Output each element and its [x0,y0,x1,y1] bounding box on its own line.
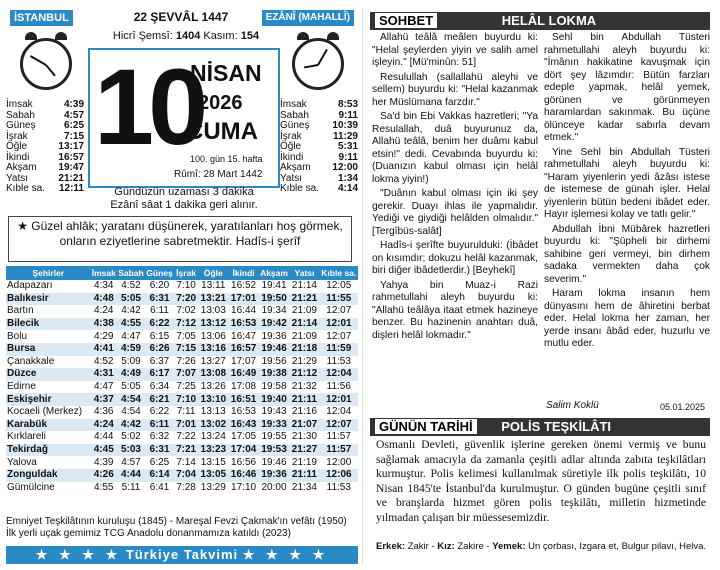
table-cell: 11:57 [320,444,358,457]
table-header-cell: Akşam [260,268,288,278]
table-cell: 17:04 [228,444,258,457]
table-header-row [6,266,358,280]
table-cell: 4:55 [94,481,114,493]
table-cell: 19:42 [259,318,290,331]
table-cell: 4:36 [94,406,114,418]
table-cell: 21:09 [291,305,317,317]
table-cell: 13:08 [198,368,228,381]
table-cell: 7:21 [174,444,198,457]
table-cell: 6:25 [149,456,170,468]
paragraph: "Duânın kabul olması için iki şey gerekir. Duayı ihlas ile yapmalıdır. Yediği ve giydiği helâlden olmalıdır." [Tergîbüs-salât] [372,188,538,237]
table-cell: 21:12 [289,368,319,381]
table-cell: 19:55 [261,431,287,443]
paragraph: Allahü teâlâ meâlen buyurdu ki: "Helal şeylerden yiyin ve salih amel işleyin." [Mü'minûn: 51] [372,32,538,68]
table-cell: 13:06 [200,330,226,342]
prayer-time-label: Sabah [6,109,35,121]
prayer-time-value: 4:39 [63,99,84,110]
table-cell: 7:11 [176,406,196,418]
prayer-time-value: 21:21 [58,172,84,184]
header-bar [6,8,358,28]
prayer-time-value: 8:53 [337,99,358,110]
table-row [6,368,358,381]
table-cell: 7:14 [176,456,196,468]
table-row [6,406,358,419]
table-cell: 16:57 [228,343,258,356]
table-cell: 7:05 [176,330,196,342]
table-cell: 17:08 [231,381,257,393]
paragraph: Yahya bin Muaz-i Razi rahmetullahi aleyh buyurdu ki: "Allahü teâlâya itaat etmek hazineye benzer. Bu hazinenin anahtarı duâ, dişleri helâl lokmadır." [372,279,538,341]
table-cell: 13:29 [200,481,226,493]
table-row [6,469,358,482]
table-cell: 12:04 [320,368,358,381]
rumi-date: Rûmî: 28 Mart 1442 [174,169,263,180]
prayer-time-row [6,184,84,195]
table-cell: 21:07 [289,419,319,432]
table-cell: 17:10 [231,481,257,493]
prayer-times-left [6,100,84,195]
table-cell: 4:47 [121,330,141,342]
table-cell: 13:26 [200,381,226,393]
table-cell: 4:48 [91,293,117,306]
table-cell: 7:26 [176,355,196,367]
paragraph: Yine Sehl bin Abdullah Tüsteri rahmetullahi aleyh buyurdu ki: "Haram yiyenlerin yedi âzâsı istese de istemese de günah işler. Helal yiyenlerin bütün bedeni ibâdet eder. Hayır işlemesi kolay ve tatlı gelir." [544,146,710,220]
table-cell: 4:38 [91,318,117,331]
table-row [6,356,358,369]
table-cell: 4:24 [91,419,117,432]
prayer-time-row [6,121,84,132]
table-cell: 4:57 [121,456,141,468]
table-cell: 4:34 [94,280,114,292]
table-header-cell: Öğle [198,266,228,280]
table-cell: 4:29 [94,330,114,342]
table-cell: 21:11 [289,393,319,406]
table-city-cell: Adapazarı [7,280,53,292]
prayer-time-value: 1:34 [337,172,358,184]
table-cell: 7:10 [174,393,198,406]
table-row [6,393,358,406]
sohbet-column-2 [544,32,710,353]
table-cell: 5:05 [121,381,141,393]
table-row [6,381,358,394]
table-row [6,456,358,469]
table-cell: 21:29 [291,355,317,367]
table-cell: 5:02 [121,431,141,443]
table-cell: 16:44 [231,305,257,317]
date-box [88,48,280,188]
prayer-time-label: Öğle [280,141,302,152]
table-cell: 5:05 [117,293,145,306]
prayer-time-label: İkindi [280,151,304,163]
table-cell: 19:33 [259,419,290,432]
table-cell: 21:14 [291,280,317,292]
star-icons: ★ ★ ★ ★ [35,547,122,562]
table-cell: 5:03 [117,444,145,457]
table-cell: 20:00 [261,481,287,493]
table-cell: 7:12 [174,318,198,331]
table-cell: 4:45 [91,444,117,457]
table-cell: 4:37 [91,393,117,406]
table-cell: 12:01 [320,318,358,331]
table-cell: 13:05 [198,469,228,482]
table-city-cell: Bursa [6,343,91,356]
prayer-time-value: 11:29 [332,130,358,142]
history-text: Osmanlı Devleti, güvenlik işlerine gereken önemi vermiş ve bunu sağlamak amacıyla da zamanla çeşitli adlar altında zabıta teşkilâtları kurmuştur. Polis kelimesi kullanılmak süretiyle ilk polis teşkilâtı, 10 Nisan 1845'te İstanbul'da kurulmuştur. O günden bugüne çeşitli sınıf ve branşlarda hizmet gören polis teşkilâtı, milletin hizmetinde yılmadan çalışan bir müessesemizdir. [376,438,706,524]
table-header-cell: İmsak [91,268,116,278]
table-cell: 6:21 [145,393,174,406]
table-city-cell: Gümülcine [7,481,55,493]
table-cell: 6:37 [149,355,170,367]
table-cell: 6:11 [150,305,169,317]
table-cell: 6:26 [145,343,174,356]
paragraph: Haram lokma insanın hem dünyasını hem de âhiretini berbat eder. Helal lokma her zaman, her yerde insanı âbâd eder, huzurlu ve mutlu eder. [544,288,710,349]
table-cell: 12:06 [320,469,358,482]
table-cell: 7:10 [176,280,196,292]
table-cell: 21:30 [291,431,317,443]
alarm-clock-icon [292,38,344,90]
article-date: 05.01.2025 [660,402,706,412]
hicri-semsi-line: Hicrî Şemsî: 1404 Kasım: 154 [112,30,260,42]
table-cell: 12:05 [326,280,352,292]
paragraph: Sehl bin Abdullah Tüsteri rahmetullahi aleyh buyurdu ki: "İmânın hakikatine kavuşmak için dört şey lâzımdır: Bütün farzları edeple yapmak, helâl yemek, görünen ve görünmeyen haramlardan sakınmak. Bu üçüne ölünceye kadar sabırla devam etmek." [544,32,710,143]
table-cell: 6:14 [145,469,174,482]
table-cell: 4:55 [117,318,145,331]
prayer-time-value: 19:47 [58,162,84,173]
table-cell: 13:15 [200,456,226,468]
table-cell: 21:34 [291,481,317,493]
table-cell: 21:16 [291,406,317,418]
table-cell: 4:54 [121,406,141,418]
table-city-cell: Düzce [6,368,91,381]
table-cell: 12:01 [320,393,358,406]
prayer-time-value: 5:31 [337,141,358,152]
table-cell: 4:52 [94,355,114,367]
big-day-number: 10 [94,46,203,167]
table-row [6,431,358,444]
table-city-cell: Kocaeli (Merkez) [7,406,83,418]
prayer-time-value: 12:00 [332,162,358,173]
table-cell: 19:56 [261,355,287,367]
table-cell: 19:41 [261,280,287,292]
table-cell: 4:42 [121,305,141,317]
table-cell: 16:52 [231,280,257,292]
prayer-time-label: Yatsı [280,172,303,184]
table-cell: 4:49 [117,368,145,381]
table-cell: 12:04 [326,406,352,418]
table-city-cell: Bilecik [6,318,91,331]
prayer-time-row [280,184,358,195]
table-cell: 16:43 [228,419,258,432]
day-length-note: Gündüzün uzaması 3 dakika Ezânî sâat 1 dakika geri alınır. [110,186,258,211]
table-cell: 6:31 [145,444,174,457]
table-cell: 4:47 [94,381,114,393]
table-cell: 6:22 [145,318,174,331]
table-cell: 7:20 [174,293,198,306]
table-cell: 11:53 [326,481,351,493]
prayer-time-label: Öğle [6,141,28,152]
ezani-tag: EZÂNÎ (MAHALLÎ) [262,10,354,26]
table-cell: 17:07 [231,355,257,367]
table-cell: 4:39 [94,456,114,468]
prayer-time-value: 4:14 [337,183,358,194]
table-cell: 13:27 [200,355,226,367]
left-page [6,8,358,564]
sohbet-column-1 [372,32,538,344]
prayer-time-value: 16:57 [58,151,84,163]
table-cell: 7:01 [174,419,198,432]
prayer-time-label: Akşam [6,162,37,173]
prayer-time-value: 10:39 [332,120,358,131]
prayer-time-label: Kıble sa. [280,183,319,194]
table-row [6,444,358,457]
table-cell: 21:09 [291,330,317,342]
prayer-time-label: İşrak [280,130,302,142]
table-cell: 13:02 [198,419,228,432]
month-name: NİSAN [190,60,262,86]
table-cell: 21:18 [289,343,319,356]
table-row [6,419,358,432]
names-and-food: Erkek: Zakir - Kız: Zakire - Yemek: Un çorbası, Izgara et, Bulgur pilavı, Helva. [376,541,707,552]
table-cell: 4:44 [94,431,114,443]
table-cell: 11:55 [320,293,358,306]
day-number-week: 100. gün 15. hafta [190,154,263,164]
table-cell: 19:58 [261,381,287,393]
prayer-time-label: Yatsı [6,172,29,184]
prayer-time-label: Güneş [280,120,310,131]
table-body [6,280,358,494]
prayer-time-value: 9:11 [338,151,358,163]
table-city-cell: Yalova [7,456,37,468]
table-city-cell: Balıkesir [6,293,91,306]
prayer-time-label: Akşam [280,162,311,173]
table-cell: 4:44 [117,469,145,482]
table-row [6,305,358,318]
paragraph: Abdullah İbni Mübârek hazretleri buyurdu ki: "Şüpheli bir dirhemi sahibine geri vermeyi, bin dirhem sadaka vermekten daha çok severim." [544,223,710,285]
table-cell: 7:28 [176,481,196,493]
table-row [6,482,358,495]
table-header-cell: İşrak [174,266,198,280]
table-cell: 13:11 [201,280,226,292]
table-row [6,318,358,331]
day-events: Emniyet Teşkilâtının kuruluşu (1845) - Mareşal Fevzi Çakmak'ın vefâtı (1950) İlk yerli uçak gemimiz TCG Anadolu donanmamıza katıldı (2023) [6,516,347,539]
table-cell: 12:00 [326,456,352,468]
prayer-time-row [280,142,358,153]
table-cell: 21:19 [291,456,317,468]
prayer-time-value: 12:11 [58,183,84,194]
table-cell: 7:22 [176,431,196,443]
paragraph: Sa'd bin Ebi Vakkas hazretleri; "Ya Resulallah, duâ buyurunuz da, Allahü teâlâ, benim her duâmı kabul etsin!" dedi. Cevabında buyurdu ki: (Duanızın kabul olması için helâl lokma yiyin!) [372,111,538,185]
prayer-time-row [280,121,358,132]
table-row [6,293,358,306]
table-cell: 21:21 [289,293,319,306]
city-tag: İSTANBUL [10,10,73,26]
prayer-time-row [6,100,84,111]
table-cell: 19:50 [259,293,290,306]
prayer-time-row [280,163,358,174]
table-cell: 4:41 [91,343,117,356]
alarm-clock-icon [20,38,72,90]
table-cell: 16:53 [228,318,258,331]
table-cell: 4:26 [91,469,117,482]
prayer-time-row [6,142,84,153]
prayer-time-value: 9:11 [338,109,358,121]
prayer-time-row [6,163,84,174]
table-cell: 4:52 [121,280,141,292]
table-cell: 11:59 [320,343,358,356]
author-signature: Salim Koklü [546,400,599,411]
table-city-cell: Bolu [7,330,28,342]
table-header-cell: Şehirler [6,266,91,280]
table-row [6,343,358,356]
table-cell: 19:43 [261,406,287,418]
prayer-time-label: Güneş [6,120,36,131]
paragraph: Hadîs-i şerîfte buyurulduki: (İbâdet on kısımdır; dokuzu helâl kazanmak, biri diğer ibâdetlerdir.) [Beyhekî] [372,240,538,276]
table-city-cell: Çanakkale [7,355,55,367]
table-header-cell: İkindi [228,266,258,280]
table-cell: 6:17 [145,368,174,381]
prayer-time-label: Sabah [280,109,309,121]
table-cell: 16:47 [231,330,257,342]
table-cell: 16:51 [228,393,258,406]
table-header-cell: Sabah [118,268,144,278]
table-cell: 21:27 [289,444,319,457]
star-icons: ★ ★ ★ ★ [242,547,329,562]
table-cell: 19:53 [259,444,290,457]
prayer-time-label: Kıble sa. [6,183,45,194]
table-cell: 13:03 [200,305,226,317]
table-header-cell: Kıble sa. [321,268,357,278]
right-page [368,8,714,564]
table-cell: 7:15 [174,343,198,356]
table-cell: 7:02 [176,305,196,317]
prayer-time-row [280,100,358,111]
prayer-time-label: İmsak [280,99,307,110]
table-city-cell: Edirne [7,381,36,393]
table-cell: 4:59 [117,343,145,356]
table-cell: 11:56 [326,381,351,393]
table-cell: 11:53 [326,355,351,367]
hijri-date: 22 ŞEVVÂL 1447 [133,10,229,24]
paragraph: Resulullah (sallallahü aleyhi ve sellem) buyurdu ki: "Helal kazanmak her Müslümana farzdır." [372,71,538,108]
table-cell: 4:24 [94,305,114,317]
table-cell: 12:07 [320,419,358,432]
prayer-time-value: 13:17 [58,141,84,152]
table-cell: 7:25 [176,381,196,393]
table-header-cell: Yatsı [289,266,319,280]
table-cell: 12:07 [326,330,352,342]
table-city-cell: Tekirdağ [6,444,91,457]
table-row [6,330,358,343]
table-cell: 12:07 [326,305,352,317]
table-row [6,280,358,293]
table-cell: 13:21 [198,293,228,306]
table-cell: 16:49 [228,368,258,381]
prayer-time-label: İkindi [6,151,30,163]
prayer-time-label: İmsak [6,99,33,110]
table-cell: 4:31 [91,368,117,381]
sohbet-band: SOHBET HELÂL LOKMA [370,12,710,30]
prayer-time-value: 4:57 [63,109,84,121]
table-city-cell: Zonguldak [6,469,91,482]
table-cell: 6:15 [149,330,170,342]
table-cell: 21:14 [289,318,319,331]
table-cell: 6:41 [149,481,170,493]
table-cell: 6:22 [149,406,170,418]
hadis-box: ★ Güzel ahlâk; yaratanı düşünerek, yaratılanları hoş görmek, onların eziyetlerine sabretmektir. Hadîs-i şerîf [8,216,352,262]
table-cell: 19:46 [259,343,290,356]
weekday: CUMA [186,118,258,145]
table-cell: 19:36 [259,469,290,482]
prayer-times-right [280,100,358,195]
table-cell: 19:36 [261,330,287,342]
table-cell: 19:38 [259,368,290,381]
table-cell: 16:53 [231,406,257,418]
gunun-tarihi-band: GÜNÜN TARİHİ POLİS TEŞKİLÂTI [370,418,710,436]
table-cell: 13:13 [200,406,226,418]
table-cell: 13:10 [198,393,228,406]
table-cell: 19:46 [261,456,287,468]
table-cell: 6:34 [149,381,170,393]
prayer-time-value: 7:15 [63,130,84,142]
table-cell: 11:57 [326,431,351,443]
table-city-cell: Karabük [6,419,91,432]
table-cell: 13:24 [200,431,226,443]
table-cell: 5:11 [121,481,141,493]
table-cell: 21:32 [291,381,317,393]
prayer-time-label: İşrak [6,130,28,142]
table-cell: 17:01 [228,293,258,306]
table-city-cell: Kırklareli [7,431,46,443]
page-divider [362,8,363,564]
city-times-table [6,266,358,494]
table-header-cell: Güneş [146,268,173,278]
table-cell: 17:05 [231,431,257,443]
table-cell: 5:09 [121,355,141,367]
table-cell: 4:54 [117,393,145,406]
table-cell: 16:46 [228,469,258,482]
prayer-time-value: 6:25 [63,120,84,131]
footer-brand: ★ ★ ★ ★ Türkiye Takvimi ★ ★ ★ ★ [6,546,358,564]
table-cell: 19:34 [261,305,287,317]
table-cell: 6:32 [149,431,170,443]
table-cell: 13:12 [198,318,228,331]
table-cell: 19:40 [259,393,290,406]
table-cell: 6:11 [145,419,174,432]
table-cell: 6:20 [149,280,170,292]
table-city-cell: Eskişehir [6,393,91,406]
table-cell: 7:07 [174,368,198,381]
table-city-cell: Bartın [7,305,34,317]
table-cell: 4:42 [117,419,145,432]
table-cell: 6:31 [145,293,174,306]
table-cell: 16:56 [231,456,257,468]
table-cell: 13:16 [198,343,228,356]
table-cell: 7:04 [174,469,198,482]
table-cell: 13:23 [198,444,228,457]
year: 2026 [198,92,243,114]
table-cell: 21:11 [289,469,319,482]
